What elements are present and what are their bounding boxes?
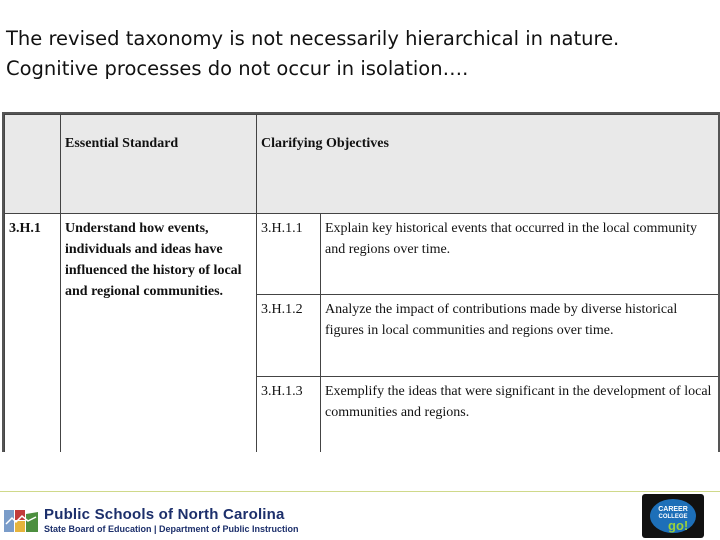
objective-text: Analyze the impact of contributions made by diverse historical figures in local communities and regions over time. [321, 295, 719, 377]
headline-line-2: Cognitive processes do not occur in isolation…. [6, 57, 469, 80]
career-college-go-logo [642, 494, 704, 538]
badge-go-text: go! [668, 518, 689, 533]
badge-career-text: CAREER [658, 506, 688, 513]
objective-code: 3.H.1.2 [257, 295, 321, 377]
standards-table [4, 114, 719, 452]
standards-table-image [2, 112, 720, 452]
org-subtitle: State Board of Education | Department of Public Instruction [44, 524, 299, 534]
slide-headline [6, 24, 718, 84]
objective-text: Explain key historical events that occurred in the local community and regions over time. [321, 214, 719, 295]
badge-globe [650, 499, 696, 533]
headline-line-1: The revised taxonomy is not necessarily hierarchical in nature. [6, 27, 620, 50]
standard-text: Understand how events, individuals and ideas have influenced the history of local and regional communities. [61, 214, 257, 453]
table-header-row [5, 115, 719, 214]
objective-code: 3.H.1.3 [257, 377, 321, 453]
org-name: Public Schools of North Carolina [44, 506, 285, 523]
footer-divider [0, 491, 720, 492]
objective-text: Exemplify the ideas that were significant in the development of local communities and regions. [321, 377, 719, 453]
badge-college-text: COLLEGE [658, 514, 688, 520]
header-essential-standard: Essential Standard [61, 115, 257, 214]
header-clarifying-objectives: Clarifying Objectives [257, 115, 719, 214]
objective-code: 3.H.1.1 [257, 214, 321, 295]
table-row [5, 214, 719, 295]
nc-dpi-logo-icon [4, 508, 38, 534]
header-blank-cell [5, 115, 61, 214]
standard-code: 3.H.1 [5, 214, 61, 453]
